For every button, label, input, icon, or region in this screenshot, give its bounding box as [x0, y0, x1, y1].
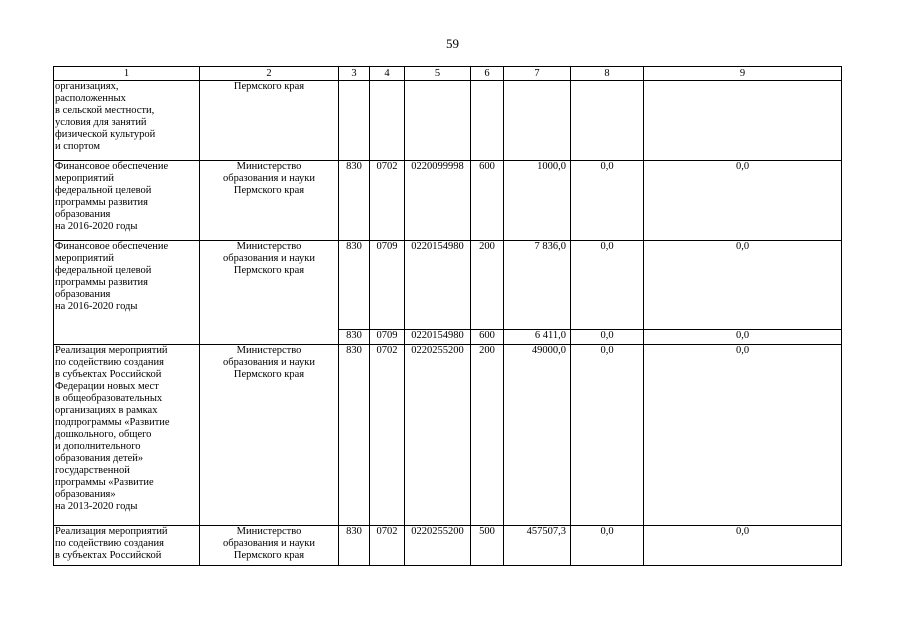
target-article-cell: 0220255200	[405, 345, 471, 526]
code-cell	[339, 81, 370, 161]
column-header: 6	[471, 67, 504, 81]
target-article-cell: 0220255200	[405, 526, 471, 566]
table-row	[54, 241, 842, 330]
table-row	[54, 345, 842, 526]
column-header: 1	[54, 67, 200, 81]
section-cell	[370, 81, 405, 161]
amount-cell: 0,0	[644, 241, 842, 330]
table-row	[54, 81, 842, 161]
amount-cell: 0,0	[571, 526, 644, 566]
ministry-cell: Министерство образования и науки Пермского края	[200, 161, 339, 241]
target-article-cell: 0220154980	[405, 241, 471, 330]
column-header: 5	[405, 67, 471, 81]
budget-table	[53, 66, 842, 566]
program-name-cell: Финансовое обеспечение мероприятий федеральной целевой программы развития образования на 2016-2020 годы	[54, 161, 200, 241]
amount-cell	[644, 81, 842, 161]
amount-cell: 0,0	[644, 345, 842, 526]
column-header: 2	[200, 67, 339, 81]
program-name-cell: Реализация мероприятий по содействию создания в субъектах Российской	[54, 526, 200, 566]
table-row	[54, 526, 842, 566]
program-name-cell: организациях, расположенных в сельской местности, условия для занятий физической культурой и спортом	[54, 81, 200, 161]
program-name-cell: Реализация мероприятий по содействию создания в субъектах Российской Федерации новых мест в общеобразовательных организациях в рамках подпрограммы «Развитие дошкольного, общего и дополнительного образования детей» государственной программы «Развитие образования» на 2013-2020 годы	[54, 345, 200, 526]
section-cell: 0709	[370, 330, 405, 345]
amount-cell: 0,0	[644, 161, 842, 241]
amount-cell: 0,0	[644, 330, 842, 345]
section-cell: 0702	[370, 345, 405, 526]
target-article-cell	[405, 81, 471, 161]
amount-cell: 0,0	[571, 330, 644, 345]
amount-cell: 0,0	[571, 345, 644, 526]
column-header: 8	[571, 67, 644, 81]
amount-cell: 0,0	[644, 526, 842, 566]
amount-cell: 0,0	[571, 161, 644, 241]
amount-cell	[504, 81, 571, 161]
target-article-cell: 0220154980	[405, 330, 471, 345]
ministry-cell: Пермского края	[200, 81, 339, 161]
expense-type-cell	[471, 81, 504, 161]
ministry-cell: Министерство образования и науки Пермского края	[200, 241, 339, 345]
section-cell: 0702	[370, 161, 405, 241]
code-cell: 830	[339, 161, 370, 241]
column-header: 3	[339, 67, 370, 81]
expense-type-cell: 600	[471, 330, 504, 345]
amount-cell	[571, 81, 644, 161]
amount-cell: 0,0	[571, 241, 644, 330]
target-article-cell: 0220099998	[405, 161, 471, 241]
amount-cell: 49000,0	[504, 345, 571, 526]
amount-cell: 6 411,0	[504, 330, 571, 345]
amount-cell: 1000,0	[504, 161, 571, 241]
page-number: 59	[446, 36, 459, 51]
expense-type-cell: 600	[471, 161, 504, 241]
ministry-cell: Министерство образования и науки Пермского края	[200, 345, 339, 526]
code-cell: 830	[339, 241, 370, 330]
column-header: 9	[644, 67, 842, 81]
expense-type-cell: 200	[471, 345, 504, 526]
code-cell: 830	[339, 526, 370, 566]
section-cell: 0702	[370, 526, 405, 566]
amount-cell: 7 836,0	[504, 241, 571, 330]
expense-type-cell: 500	[471, 526, 504, 566]
program-name-cell: Финансовое обеспечение мероприятий федеральной целевой программы развития образования на 2016-2020 годы	[54, 241, 200, 345]
code-cell: 830	[339, 330, 370, 345]
amount-cell: 457507,3	[504, 526, 571, 566]
section-cell: 0709	[370, 241, 405, 330]
header-row	[54, 67, 842, 81]
code-cell: 830	[339, 345, 370, 526]
column-header: 7	[504, 67, 571, 81]
expense-type-cell: 200	[471, 241, 504, 330]
column-header: 4	[370, 67, 405, 81]
ministry-cell: Министерство образования и науки Пермского края	[200, 526, 339, 566]
table-row	[54, 161, 842, 241]
